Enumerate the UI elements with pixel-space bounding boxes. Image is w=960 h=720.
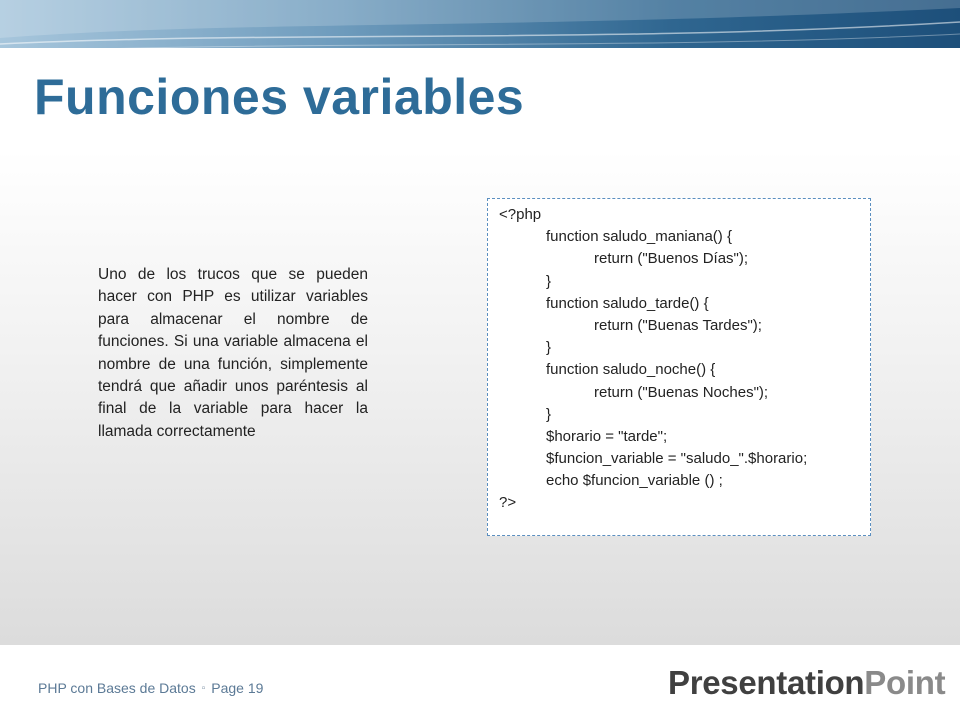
code-line: ?> [499, 494, 517, 512]
footer-page-number: Page 19 [211, 680, 264, 696]
brand-logo [668, 664, 945, 702]
code-line: } [546, 405, 552, 423]
slide-title: Funciones variables [34, 69, 525, 125]
brand-logo-part2: Point [864, 664, 946, 701]
code-line: $horario = "tarde"; [546, 427, 668, 445]
footer-caption [38, 680, 263, 696]
code-line: function saludo_noche() { [546, 361, 716, 379]
body-paragraph: Uno de los trucos que se pueden hacer con PHP es utilizar variables para almacenar el nombre de funciones. Si una variable almacena el nombre de una función, simplemente tendrá que añadir unos paréntesis al final de la variable para hacer la llamada correctamente [98, 266, 368, 440]
code-line: <?php [499, 206, 542, 223]
header-swoosh-decoration [0, 0, 960, 48]
code-block [487, 198, 871, 536]
code-line: return ("Buenos Días"); [594, 250, 749, 268]
footer-separator-icon: ▫ [201, 683, 206, 694]
brand-logo-part1: Presentation [668, 664, 865, 701]
code-line: $funcion_variable = "saludo_".$horario; [546, 450, 808, 468]
code-line: } [546, 272, 552, 290]
code-line: return ("Buenas Tardes"); [594, 316, 762, 334]
code-line: return ("Buenas Noches"); [594, 383, 769, 401]
code-line: echo $funcion_variable () ; [546, 472, 723, 490]
header-band [0, 0, 960, 48]
code-line: function saludo_tarde() { [546, 294, 709, 312]
code-line: function saludo_maniana() { [546, 228, 732, 246]
code-line: } [546, 339, 552, 357]
footer-course: PHP con Bases de Datos [38, 680, 196, 696]
